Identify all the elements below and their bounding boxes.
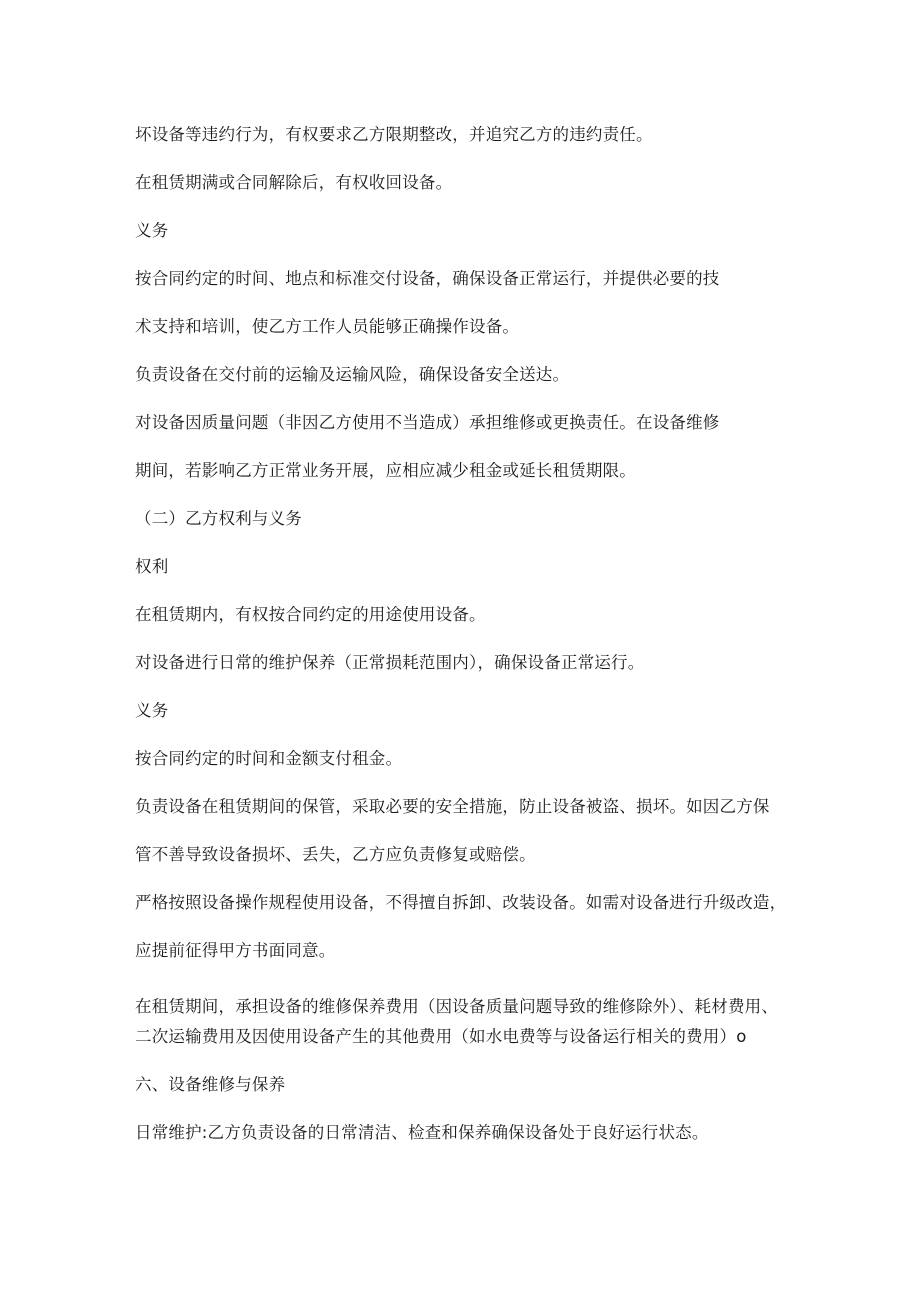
section-heading: 六、设备维修与保养 <box>135 1075 286 1094</box>
paragraph-line: 在租赁期满或合同解除后，有权收回设备。 <box>135 173 453 192</box>
section-subheading: 权利 <box>135 557 169 576</box>
paragraph-line: 管不善导致设备损坏、丢失，乙方应负责修复或赔偿。 <box>135 845 536 864</box>
section-subheading: 义务 <box>135 221 169 240</box>
paragraph-line: 二次运输费用及因使用设备产生的其他费用（如水电费等与设备运行相关的费用）o <box>135 1027 747 1046</box>
paragraph-line: 期间，若影响乙方正常业务开展，应相应减少租金或延长租赁期限。 <box>135 461 636 480</box>
paragraph-line: 严格按照设备操作规程使用设备，不得擅自拆卸、改装设备。如需对设备进行升级改造， <box>135 893 787 912</box>
paragraph-line: 在租赁期间，承担设备的维修保养费用（因设备质量问题导致的维修除外）、耗材费用、 <box>135 997 779 1016</box>
paragraph-line: 术支持和培训，使乙方工作人员能够正确操作设备。 <box>135 317 520 336</box>
paragraph-line: 对设备进行日常的维护保养（正常损耗范围内），确保设备正常运行。 <box>135 653 645 672</box>
paragraph-line: 应提前征得甲方书面同意。 <box>135 941 336 960</box>
paragraph-line: 在租赁期内，有权按合同约定的用途使用设备。 <box>135 605 486 624</box>
paragraph-line: 对设备因质量问题（非因乙方使用不当造成）承担维修或更换责任。在设备维修 <box>135 413 720 432</box>
paragraph-line: 日常维护:乙方负责设备的日常清洁、检查和保养确保设备处于良好运行状态。 <box>135 1123 709 1142</box>
section-heading: （二）乙方权利与义务 <box>135 509 302 528</box>
paragraph-line: 负责设备在租赁期间的保管，采取必要的安全措施，防止设备被盗、损坏。如因乙方保 <box>135 797 770 816</box>
paragraph-line: 坏设备等违约行为，有权要求乙方限期整改，并追究乙方的违约责任。 <box>135 125 653 144</box>
paragraph-line: 负责设备在交付前的运输及运输风险，确保设备安全送达。 <box>135 365 570 384</box>
paragraph-line: 按合同约定的时间和金额支付租金。 <box>135 749 403 768</box>
paragraph-line: 按合同约定的时间、地点和标准交付设备，确保设备正常运行，并提供必要的技 <box>135 269 720 288</box>
section-subheading: 义务 <box>135 701 169 720</box>
